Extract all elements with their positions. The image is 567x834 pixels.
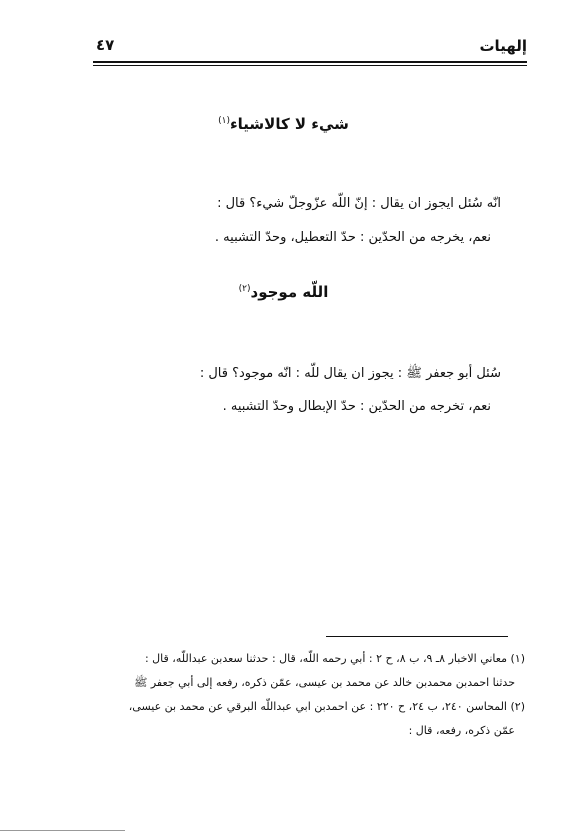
section-title-2 (0, 283, 567, 301)
section-title-2-note-ref: (٢) (238, 284, 251, 294)
section-2-line-2: نعم، تخرجه من الحدّين : حدّ الإبطال وحدّ التشبيه . (222, 399, 491, 414)
section-1-line-1: انّه سُئل ايجوز ان يقال : إنّ اللّه عزّوجلّ شيء؟ قال : (217, 196, 501, 211)
header-rule-thick (93, 61, 527, 63)
footnote-rule (326, 636, 508, 637)
footnote-2-line-2: عمّن ذكره، رفعه، قال : (408, 724, 515, 737)
bottom-edge-rule (0, 830, 125, 831)
section-title-1-text: شيء لا كالاشياء (229, 115, 349, 133)
footnote-1-line-2: حدثنا احمدبن محمدبن خالد عن محمد بن عيسى، عمّن ذكره، رفعه إلى أبي جعفر ﷺ (134, 676, 515, 689)
footnote-2-line-1: (٢) المحاسن ٢٤٠، ب ٢٤، ح ٢٢٠ : عن احمدبن ابي عبداللّه البرقي عن محمد بن عيسى، (128, 700, 525, 713)
header-rule-thin (93, 65, 527, 66)
section-title-1-note-ref: (١) (218, 116, 230, 126)
section-2-line-1: سُئل أبو جعفر ﷺ : يجوز ان يقال للّه : انّه موجود؟ قال : (199, 366, 501, 381)
section-1-line-2: نعم، يخرجه من الحدّين : حدّ التعطيل، وحدّ التشبيه . (214, 230, 491, 245)
section-title-2-text: اللّه موجود (250, 283, 329, 301)
page-number: ٤٧ (96, 36, 115, 54)
section-title-1 (0, 115, 567, 133)
running-header-title: إلهيات (479, 37, 527, 55)
footnote-1-line-1: (١) معاني الاخبار ٨ـ ٩، ب ٨، ح ٢ : أبي رحمه اللّه، قال : حدثنا سعدبن عبداللّه، قال : (144, 652, 525, 665)
